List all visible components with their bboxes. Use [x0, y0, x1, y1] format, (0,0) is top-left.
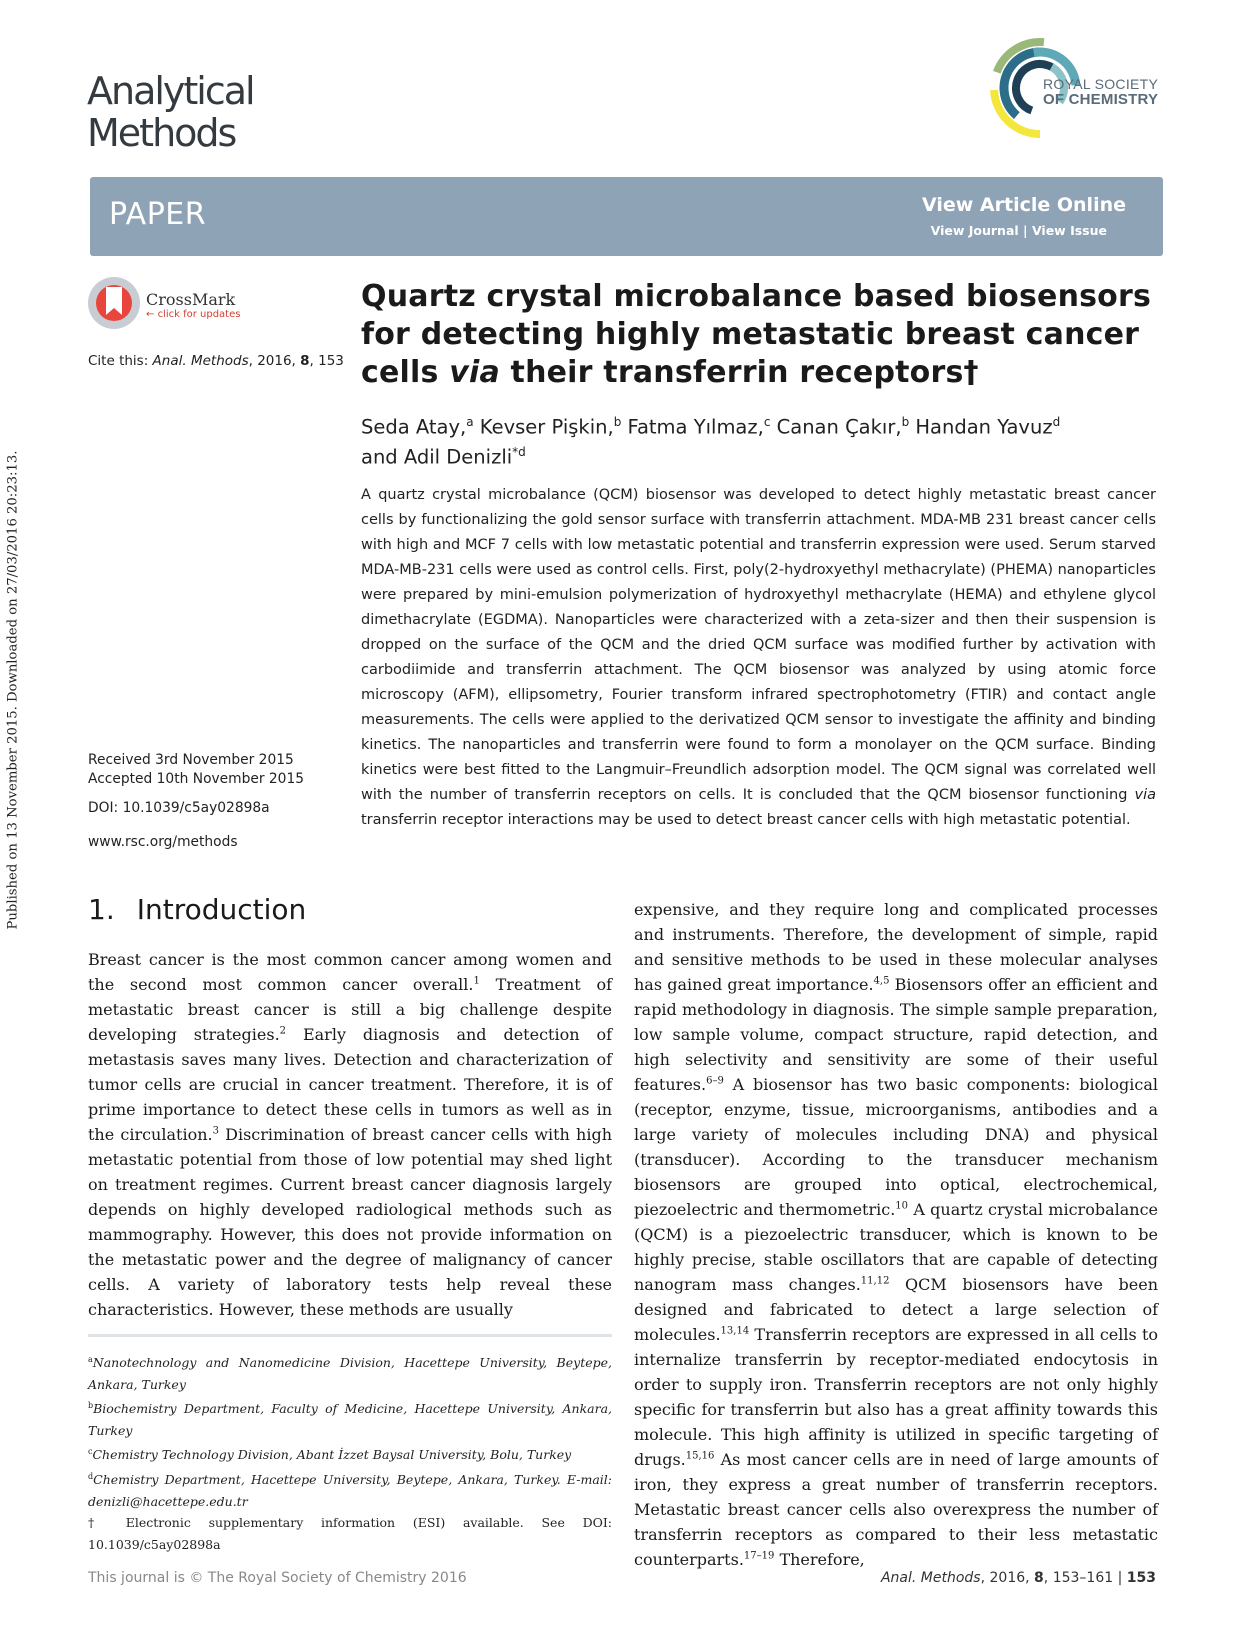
journal-logo[interactable] — [87, 70, 254, 154]
view-article-online-link[interactable]: View Article Online — [922, 194, 1126, 216]
footnote-affiliation: $^b$Biochemistry Department, Faculty of Medicine, Hacettepe University, Ankara, Turkey — [88, 1401, 612, 1438]
body-column-left: Breast cancer is the most common cancer among women and the second most common cancer overall.$^1$ Treatment of metastatic breast cancer is still a big challenge despite developing strategies.$^2$ Early diagnosis and detection of metastasis saves many lives. Detection and characterization of tumor cells are crucial in cancer treatment. Therefore, it is of prime importance to detect these cells in tumors as well as in the circulation.$^3$ Discrimination of breast cancer cells with high metastatic potential from those of low potential may shed light on treatment regimes. Current breast cancer diagnosis largely depends on highly developed radiological methods such as mammography. However, this does not provide information on the metastatic power and the degree of malignancy of cancer cells. A variety of laboratory tests help reveal these characteristics. However, these methods are usually — [88, 950, 613, 1319]
citation-ref[interactable]: 4,5 — [873, 975, 890, 987]
citation-ref[interactable]: 6–9 — [706, 1075, 724, 1087]
author-list: Seda Atay,$^a$ Kevser Pişkin,$^b$ Fatma Yılmaz,$^c$ Canan Çakır,$^b$ Handan Yavuz$^d$ and Adil Denizli$^{*d}$ — [361, 415, 1061, 468]
footnote-affiliation: $^c$Chemistry Technology Division, Abant İzzet Baysal University, Bolu, Turkey — [88, 1447, 572, 1463]
citation-ref[interactable]: 3 — [212, 1125, 219, 1137]
crossmark-icon — [88, 277, 140, 329]
citation-ref[interactable]: 10 — [895, 1200, 909, 1212]
author: Seda Atay, — [361, 415, 467, 439]
section-heading: 1. Introduction — [88, 893, 307, 926]
page-number: 153 — [1126, 1570, 1156, 1586]
doi: DOI: 10.1039/c5ay02898a — [88, 800, 270, 816]
citation-ref[interactable]: 11,12 — [860, 1275, 890, 1287]
citation-ref[interactable]: 15,16 — [685, 1450, 715, 1462]
view-issue-link[interactable]: View Issue — [1031, 223, 1107, 238]
received-date: Received 3rd November 2015 — [88, 752, 294, 768]
download-note-text: Published on 13 November 2015. Downloaded on 27/03/2016 20:23:13. — [5, 450, 21, 930]
citation-ref[interactable]: 2 — [279, 1025, 287, 1037]
article-title: Quartz crystal microbalance based biosensors for detecting highly metastatic breast cancer cells via their transferrin receptors† — [361, 279, 1152, 390]
journal-name-line1: Analytical — [87, 69, 254, 113]
copyright-line: This journal is © The Royal Society of Chemistry 2016 — [88, 1570, 467, 1586]
author: Handan Yavuz — [909, 415, 1053, 439]
author: Canan Çakır, — [770, 415, 902, 439]
received-dates — [88, 751, 304, 789]
citation-ref[interactable]: 17–19 — [743, 1550, 775, 1562]
crossmark-badge[interactable] — [88, 277, 298, 333]
author: Kevser Pişkin, — [473, 415, 614, 439]
article-type-label: PAPER — [109, 197, 207, 232]
abstract: A quartz crystal microbalance (QCM) biosensor was developed to detect highly metastatic breast cancer cells by functionalizing the gold sensor surface with transferrin attachment. MDA-MB 231 breast cancer cells with high and MCF 7 cells with low metastatic potential and transferrin expression were used. Serum starved MDA-MB-231 cells were used as control cells. First, poly(2-hydroxyethyl methacrylate) (PHEMA) nanoparticles were prepared by mini-emulsion polymerization of hydroxyethyl methacrylate (HEMA) and ethylene glycol dimethacrylate (EGDMA). Nanoparticles were characterized with a zeta-sizer and then their suspension is dropped on the surface of the QCM and the dried QCM surface was modified further by activation with carbodiimide and transferrin attachment. The QCM biosensor was analyzed by using atomic force microscopy (AFM), ellipsometry, Fourier transform infrared spectrophotometry (FTIR) and contact angle measurements. The cells were applied to the derivatized QCM sensor to investigate the affinity and binding kinetics. The nanoparticles and transferrin were found to form a monolayer on the QCM surface. Binding kinetics were best fitted to the Langmuir–Freundlich adsorption model. The QCM signal was correlated well with the number of transferrin receptors on cells. It is concluded that the QCM biosensor functioning via transferrin receptor interactions may be used to detect breast cancer cells with high metastatic potential. — [361, 487, 1156, 828]
page-footer-citation: Anal. Methods, 2016, 8, 153–161 | 153 — [880, 1570, 1156, 1586]
body-column-right: expensive, and they require long and complicated processes and instruments. Therefore, the development of simple, rapid and sensitive methods to be used in these molecular analyses has gained great importance.$^{4,5}$ Biosensors offer an efficient and rapid methodology in diagnosis. The simple sample preparation, low sample volume, compact structure, rapid detection, and high selectivity and sensitivity are some of their useful features.$^{6-9}$ A biosensor has two basic components: biological (receptor, enzyme, tissue, microorganisms, antibodies and a large variety of molecules including DNA) and physical (transducer). According to the transducer mechanism biosensors are grouped into optical, electrochemical, piezoelectric and thermometric.$^{10}$ A quartz crystal microbalance (QCM) is a piezoelectric transducer, which is known to be highly precise, stable oscillators that are capable of detecting nanogram mass changes.$^{11,12}$ QCM biosensors have been designed and fabricated to detect a large selection of molecules.$^{13,14}$ Transferrin receptors are expressed in all cells to internalize transferrin by receptor-mediated endocytosis in order to supply iron. Transferrin receptors are not only highly specific for transferrin but also has a great affinity towards this molecule. This high affinity is utilized in specific targeting of drugs.$^{15,16}$ As most cancer cells are in need of large amounts of iron, they express a great number of transferrin receptors. Metastatic breast cancer cells also overexpress the number of transferrin receptors as compared to their less metastatic counterparts.$^{17-19}$ Therefore, — [634, 900, 1159, 1569]
publisher-line1: ROYAL SOCIETY — [1043, 76, 1159, 92]
article-type-banner — [90, 177, 1163, 256]
accepted-date: Accepted 10th November 2015 — [88, 771, 305, 787]
view-links — [931, 223, 1107, 238]
journal-url-link[interactable]: www.rsc.org/methods — [88, 834, 238, 850]
crossmark-title: CrossMark — [146, 290, 236, 309]
publisher-line2: OF CHEMISTRY — [1043, 91, 1159, 108]
link-separator: | — [1018, 223, 1032, 238]
view-journal-link[interactable]: View Journal — [930, 223, 1019, 238]
author: Fatma Yılmaz, — [621, 415, 764, 439]
footnote-affiliation: $^d$Chemistry Department, Hacettepe University, Beytepe, Ankara, Turkey. E-mail: denizli@hacettepe.edu.tr — [88, 1471, 612, 1509]
publisher-name — [1043, 77, 1158, 107]
citation-ref[interactable]: 13,14 — [720, 1325, 750, 1337]
footnote-affiliation: $^a$Nanotechnology and Nanomedicine Division, Hacettepe University, Beytepe, Ankara, Turkey — [88, 1355, 612, 1392]
journal-name-line2: Methods — [87, 111, 236, 155]
crossmark-subtitle: ← click for updates — [146, 309, 241, 320]
footnote-esi: † Electronic supplementary information (ESI) available. See DOI: 10.1039/c5ay02898a — [88, 1515, 612, 1552]
footnotes — [88, 1349, 612, 1555]
download-note — [3, 450, 23, 930]
citation: Cite this: Anal. Methods, 2016, 8, 153 — [88, 353, 344, 369]
citation-ref[interactable]: 1 — [473, 975, 480, 987]
footnote-divider — [88, 1334, 612, 1337]
author: and Adil Denizli — [361, 445, 513, 468]
